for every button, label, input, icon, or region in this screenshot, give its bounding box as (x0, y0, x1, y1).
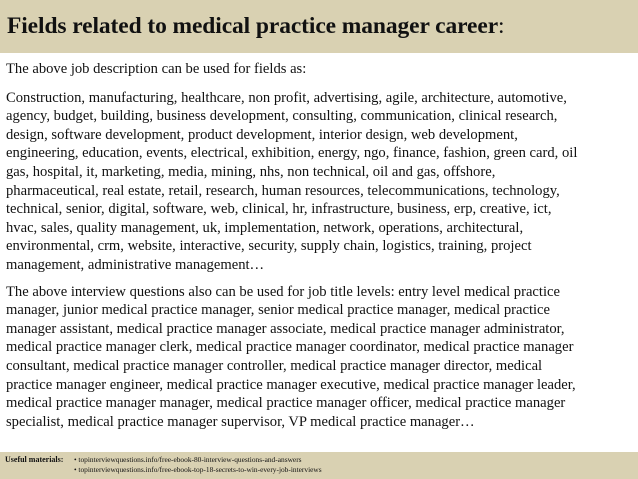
levels-line: medical practice manager manager, medical practice manager officer, medical practice manager (6, 395, 566, 412)
levels-line: manager assistant, medical practice manager associate, medical practice manager administrator, (6, 320, 565, 337)
footer-link[interactable]: • topinterviewquestions.info/free-ebook-top-18-secrets-to-win-every-job-interviews (74, 465, 322, 474)
fields-line: agency, budget, building, business development, consulting, communication, clinical research, (6, 108, 558, 125)
slide-title (7, 13, 504, 40)
slide-title-colon: : (498, 13, 505, 39)
fields-line: technical, senior, digital, software, web, clinical, hr, infrastructure, business, erp, creative, ict, (6, 201, 552, 218)
slide-content (6, 60, 634, 439)
footer-label: Useful materials: (5, 455, 64, 464)
fields-line: hvac, sales, quality management, uk, implementation, network, operations, architectural, (6, 219, 524, 236)
fields-line: engineering, education, events, electrical, exhibition, energy, ngo, finance, fashion, green card, oil (6, 145, 578, 162)
title-bar (0, 0, 638, 53)
levels-line: medical practice manager clerk, medical practice manager coordinator, medical practice manager (6, 339, 574, 356)
levels-line: practice manager engineer, medical practice manager executive, medical practice manager leader, (6, 376, 576, 393)
footer-bar (0, 452, 638, 479)
levels-line: manager, junior medical practice manager, senior medical practice manager, medical practice (6, 302, 551, 319)
levels-paragraph (6, 283, 634, 432)
levels-line: The above interview questions also can be used for job title levels: entry level medical practice (6, 283, 560, 300)
fields-line: pharmaceutical, real estate, retail, research, human resources, telecommunications, technology, (6, 182, 560, 199)
intro-text: The above job description can be used for fields as: (6, 61, 307, 77)
footer-link[interactable]: • topinterviewquestions.info/free-ebook-80-interview-questions-and-answers (74, 455, 302, 464)
fields-line: Construction, manufacturing, healthcare, non profit, advertising, agile, architecture, automotive, (6, 89, 567, 106)
levels-line: consultant, medical practice manager controller, medical practice manager director, medical (6, 357, 543, 374)
footer-links (74, 455, 322, 475)
fields-line: environmental, crm, website, interactive, security, supply chain, logistics, training, project (6, 238, 532, 255)
fields-line: management, administrative management… (6, 256, 265, 273)
levels-line: specialist, medical practice manager supervisor, VP medical practice manager… (6, 413, 475, 430)
fields-line: design, software development, product development, interior design, web development, (6, 126, 518, 143)
fields-paragraph (6, 89, 634, 275)
slide-title-text: Fields related to medical practice manager career (7, 13, 499, 39)
fields-line: gas, hospital, it, marketing, media, mining, nhs, non technical, oil and gas, offshore, (6, 163, 496, 180)
